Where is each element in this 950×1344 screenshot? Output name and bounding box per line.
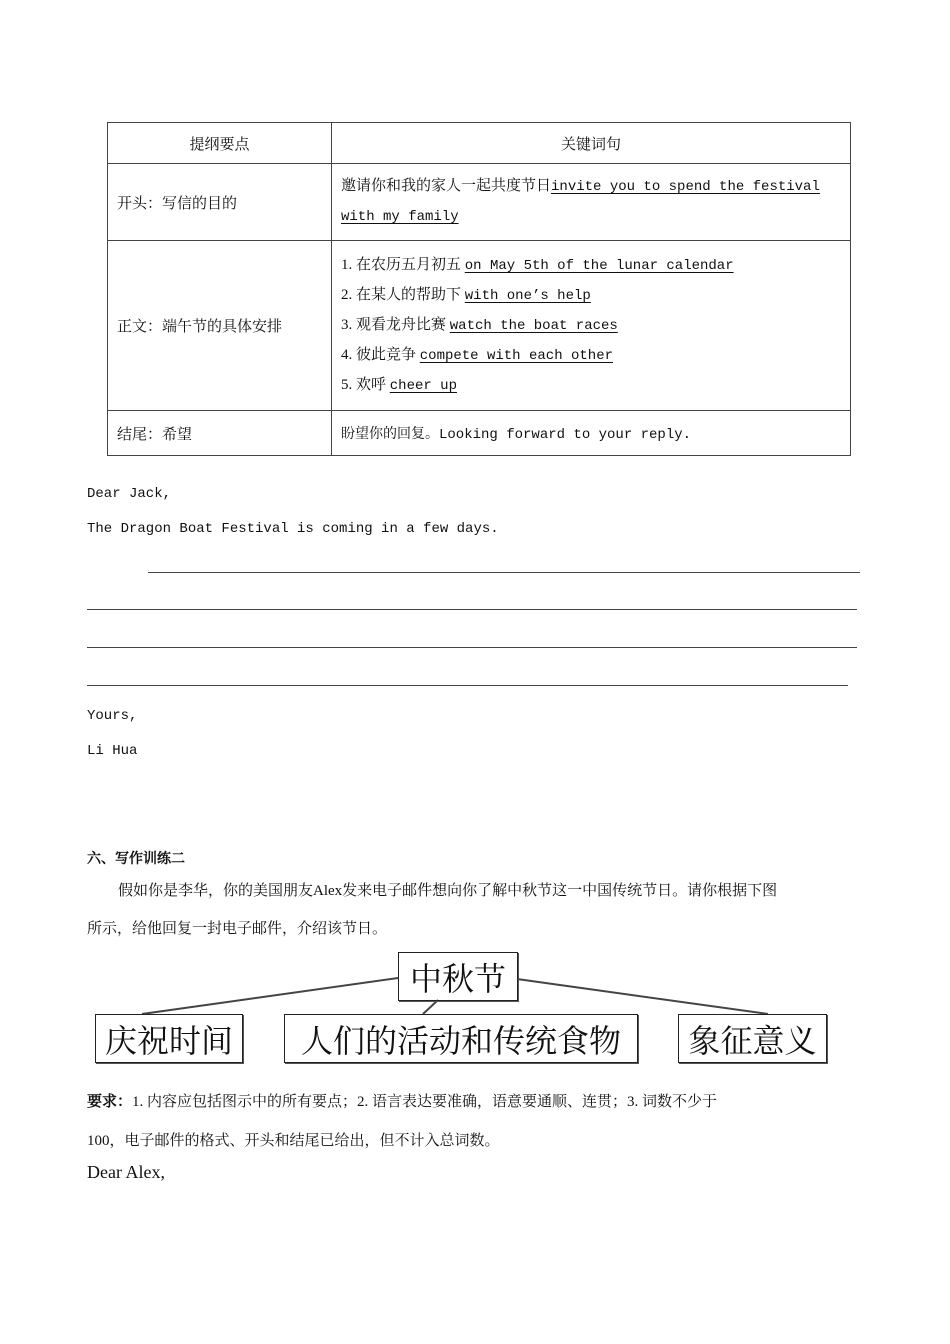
- diagram-child-box: 人们的活动和传统食物: [284, 1014, 638, 1063]
- letter-opening: The Dragon Boat Festival is coming in a few days.: [87, 521, 499, 537]
- table-header: 关键词句: [332, 123, 851, 164]
- section-title: 六、写作训练二: [87, 851, 185, 867]
- requirements-text: 100，电子邮件的格式、开头和结尾已给出，但不计入总词数。: [87, 1133, 500, 1149]
- phrase-en: compete with each other: [419, 347, 613, 364]
- outline-point: 正文：端午节的具体安排: [108, 241, 332, 411]
- phrase-en: on May 5th of the lunar calendar: [464, 257, 734, 274]
- phrase-cn: 2. 在某人的帮助下: [341, 286, 462, 303]
- diagram-child-box: 庆祝时间: [95, 1014, 243, 1063]
- phrase-en: invite you to spend the festival with my family: [341, 179, 820, 225]
- diagram-center-box: 中秋节: [398, 952, 518, 1001]
- outline-point: 开头：写信的目的: [108, 164, 332, 241]
- requirements-line: [87, 1090, 717, 1111]
- phrase-en: with one’s help: [464, 287, 591, 304]
- table-header: 提纲要点: [108, 123, 332, 164]
- prompt-text: 假如你是李华，你的美国朋友Alex发来电子邮件想向你了解中秋节这一中国传统节日。请你根据下图: [118, 883, 778, 899]
- letter-closing: Yours,: [87, 708, 138, 724]
- phrase-cn: 邀请你和我的家人一起共度节日: [341, 178, 552, 194]
- phrase-cn: 4. 彼此竞争: [341, 346, 417, 363]
- diagram-child-box: 象征意义: [678, 1014, 827, 1063]
- phrase-cn: 5. 欢呼: [341, 376, 387, 393]
- email-greeting: Dear Alex,: [87, 1162, 165, 1182]
- connector-line: [423, 1000, 438, 1014]
- key-phrase-cell: 盼望你的回复。Looking forward to your reply.: [332, 411, 851, 456]
- requirements-text: 1. 内容应包括图示中的所有要点；2. 语言表达要准确，语意要通顺、连贯；3. 词数不少于: [132, 1094, 718, 1110]
- connector-line: [517, 979, 768, 1014]
- requirements-label: 要求：: [87, 1094, 133, 1110]
- phrase-cn: 1. 在农历五月初五: [341, 256, 462, 273]
- letter-greeting: Dear Jack,: [87, 486, 172, 502]
- outline-point: 结尾：希望: [108, 411, 332, 456]
- phrase-cn: 3. 观看龙舟比赛: [341, 316, 447, 333]
- phrase-en: cheer up: [389, 377, 457, 394]
- letter-signature: Li Hua: [87, 743, 138, 759]
- connector-line: [142, 978, 398, 1014]
- prompt-text: 所示，给他回复一封电子邮件，介绍该节日。: [87, 921, 388, 937]
- phrase-en: watch the boat races: [449, 317, 618, 334]
